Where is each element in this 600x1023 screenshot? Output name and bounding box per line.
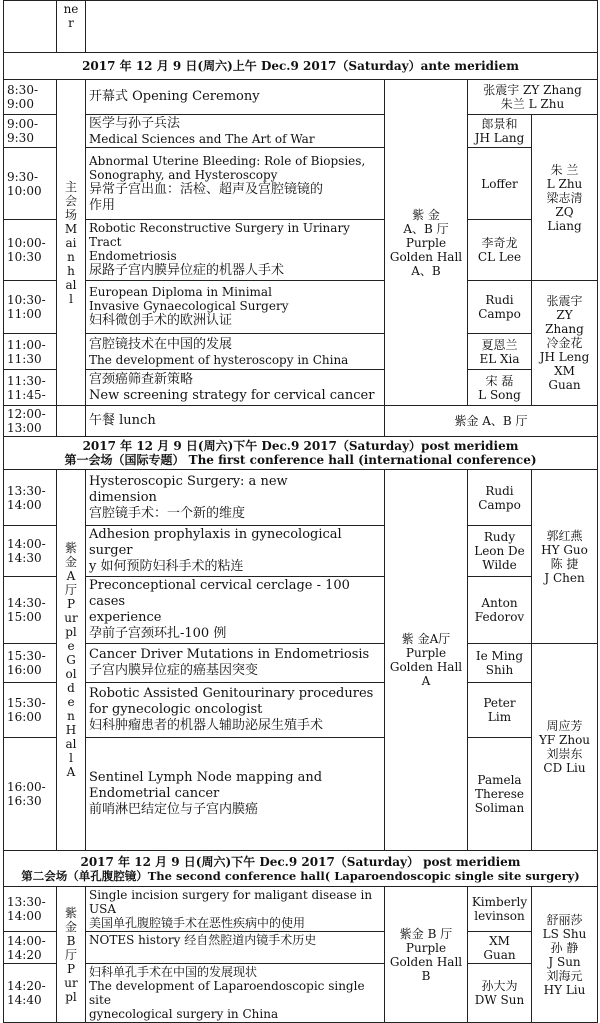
topic-cell: 宫腔镜技术在中国的发展 The development of hysteroscopy in China xyxy=(86,334,385,370)
speaker-cell: Loffer xyxy=(468,148,532,220)
lunch-row xyxy=(4,406,598,437)
venue-label: 紫金B厅Purpl xyxy=(64,905,78,1004)
chair-cell: 朱 兰 L Zhu 梁志清 ZQ Liang xyxy=(532,115,598,281)
topic-cell: Sentinel Lymph Node mapping and Endometrial cancer 前哨淋巴结定位与子宫内膜癌 xyxy=(86,738,385,851)
speaker-cell: Peter Lim xyxy=(468,683,532,738)
time-cell: 13:30- 14:00 xyxy=(4,470,57,526)
topic-cell: Abnormal Uterine Bleeding: Role of Biopsies, Sonography, and Hysteroscopy 异常子宫出血：活检、超声及宫腔镜镜的 作用 xyxy=(86,148,385,220)
section-header-row xyxy=(4,437,598,470)
time-cell: 14:20- 14:40 xyxy=(4,964,57,1023)
section-header-row xyxy=(4,53,598,80)
topic-cell: Robotic Reconstructive Surgery in Urinary Tract Endometriosis 尿路子宫内膜异位症的机器人手术 xyxy=(86,220,385,281)
schedule-row xyxy=(4,334,598,370)
time-cell: 10:00- 10:30 xyxy=(4,220,57,281)
speaker-cell: Pamela Therese Soliman xyxy=(468,738,532,851)
schedule-row xyxy=(4,932,598,964)
time-cell: 12:00- 13:00 xyxy=(4,406,57,437)
topic-cell: Single incision surgery for maligant disease in USA 美国单孔腹腔镜手术在恶性疾病中的使用 xyxy=(86,887,385,932)
venue-label: 主会场Main hall xyxy=(64,179,78,306)
venue-cell xyxy=(57,80,86,406)
schedule-row xyxy=(4,644,598,683)
time-cell: 8:30- 9:00 xyxy=(4,80,57,115)
schedule-row xyxy=(4,148,598,220)
schedule-row xyxy=(4,281,598,334)
topic-cell: European Diploma in Minimal Invasive Gynaecological Surgery 妇科微创手术的欧洲认证 xyxy=(86,281,385,334)
section-header: 2017 年 12 月 9 日(周六)下午 Dec.9 2017（Saturday）post meridiem 第一会场（国际专题） The first conference hall (international conference) xyxy=(4,437,598,470)
venue-label: 紫金A厅Purple Golden Hall A xyxy=(64,541,78,779)
hall-cell: 紫 金A厅 Purple Golden Hall A xyxy=(385,470,468,851)
chair-cell: 张震宇 ZY Zhang 冷金花 JH Leng XM Guan xyxy=(532,281,598,406)
speaker-cell: Rudi Campo xyxy=(468,470,532,526)
speaker-cell: 李奇龙 CL Lee xyxy=(468,220,532,281)
hall-cell: 紫金 B 厅 Purple Golden Hall B xyxy=(385,887,468,1023)
schedule-row xyxy=(4,80,598,115)
time-cell: 11:00- 11:30 xyxy=(4,334,57,370)
time-cell: 9:00- 9:30 xyxy=(4,115,57,148)
venue-cell xyxy=(57,470,86,851)
time-cell: 14:30- 15:00 xyxy=(4,577,57,644)
time-cell: 15:30- 16:00 xyxy=(4,644,57,683)
speaker-cell: 孙大为 DW Sun xyxy=(468,964,532,1023)
speaker-cell: 郎景和 JH Lang xyxy=(468,115,532,148)
speaker-cell: Ie Ming Shih xyxy=(468,644,532,683)
topic-cell: 妇科单孔手术在中国的发展现状 The development of Laparoendoscopic single site gynecological surgery in China xyxy=(86,964,385,1023)
topic-cell: Adhesion prophylaxis in gynecological surger y 如何预防妇科手术的粘连 xyxy=(86,526,385,577)
time-cell: 10:30- 11:00 xyxy=(4,281,57,334)
schedule-row xyxy=(4,964,598,1023)
time-cell: 13:30- 14:00 xyxy=(4,887,57,932)
speaker-cell: 张震宇 ZY Zhang 朱兰 L Zhu xyxy=(468,80,598,115)
fragment-line: r xyxy=(68,16,74,30)
speaker-cell: Anton Fedorov xyxy=(468,577,532,644)
section-header: 2017 年 12 月 9 日(周六)上午 Dec.9 2017（Saturday）ante meridiem xyxy=(4,53,598,80)
speaker-cell: XM Guan xyxy=(468,932,532,964)
hall-cell: 紫 金 A、B 厅 Purple Golden Hall A、B xyxy=(385,80,468,406)
topic-cell: Preconceptional cervical cerclage - 100 cases experience 孕前子宫颈环扎-100 例 xyxy=(86,577,385,644)
topic-cell: 医学与孙子兵法 Medical Sciences and The Art of War xyxy=(86,115,385,148)
time-cell: 15:30- 16:00 xyxy=(4,683,57,738)
speaker-cell: 夏恩兰 EL Xia xyxy=(468,334,532,370)
lunch-place: 紫金 A、B 厅 xyxy=(385,406,598,437)
speaker-cell: Rudi Campo xyxy=(468,281,532,334)
schedule-row xyxy=(4,887,598,932)
speaker-cell: Kimberly levinson xyxy=(468,887,532,932)
schedule-table xyxy=(3,0,598,1023)
topic-cell: 宫颈癌筛查新策略 New screening strategy for cervical cancer xyxy=(86,370,385,406)
section-header: 2017 年 12 月 9 日(周六)下午 Dec.9 2017（Saturday） post meridiem 第二会场（单孔腹腔镜）The second conference hall( Laparoendoscopic single site surgery) xyxy=(4,851,598,887)
time-cell: 14:00- 14:30 xyxy=(4,526,57,577)
fragment-line: ne xyxy=(63,2,79,16)
schedule-row xyxy=(4,220,598,281)
topic-cell: Robotic Assisted Genitourinary procedures for gynecologic oncologist 妇科肿瘤患者的机器人辅助泌尿生殖手术 xyxy=(86,683,385,738)
time-cell: 14:00- 14:20 xyxy=(4,932,57,964)
schedule-row xyxy=(4,577,598,644)
schedule-row xyxy=(4,683,598,738)
venue-cell xyxy=(57,887,86,1023)
chair-cell: 舒丽莎 LS Shu 孙 静 J Sun 刘海元 HY Liu xyxy=(532,887,598,1023)
speaker-cell: 宋 磊 L Song xyxy=(468,370,532,406)
schedule-row xyxy=(4,370,598,406)
section-header-row xyxy=(4,851,598,887)
schedule-row xyxy=(4,470,598,526)
topic-cell: Hysteroscopic Surgery: a new dimension 宫腔镜手术：一个新的维度 xyxy=(86,470,385,526)
schedule-page xyxy=(3,0,597,1021)
lunch-label: 午餐 lunch xyxy=(86,406,385,437)
schedule-row xyxy=(4,115,598,148)
topic-cell: Cancer Driver Mutations in Endometriosis 子宫内膜异位症的癌基因突变 xyxy=(86,644,385,683)
time-cell: 16:00- 16:30 xyxy=(4,738,57,851)
topic-cell: NOTES history 经自然腔道内镜手术历史 xyxy=(86,932,385,964)
topic-cell: 开幕式 Opening Ceremony xyxy=(86,80,385,115)
time-cell: 11:30- 11:45- xyxy=(4,370,57,406)
schedule-row xyxy=(4,526,598,577)
top-fragment-row xyxy=(4,1,598,53)
schedule-row xyxy=(4,738,598,851)
chair-cell: 周应芳 YF Zhou 刘崇东 CD Liu xyxy=(532,644,598,851)
speaker-cell: Rudy Leon De Wilde xyxy=(468,526,532,577)
chair-cell: 郭红燕 HY Guo 陈 捷 J Chen xyxy=(532,470,598,644)
time-cell: 9:30- 10:00 xyxy=(4,148,57,220)
